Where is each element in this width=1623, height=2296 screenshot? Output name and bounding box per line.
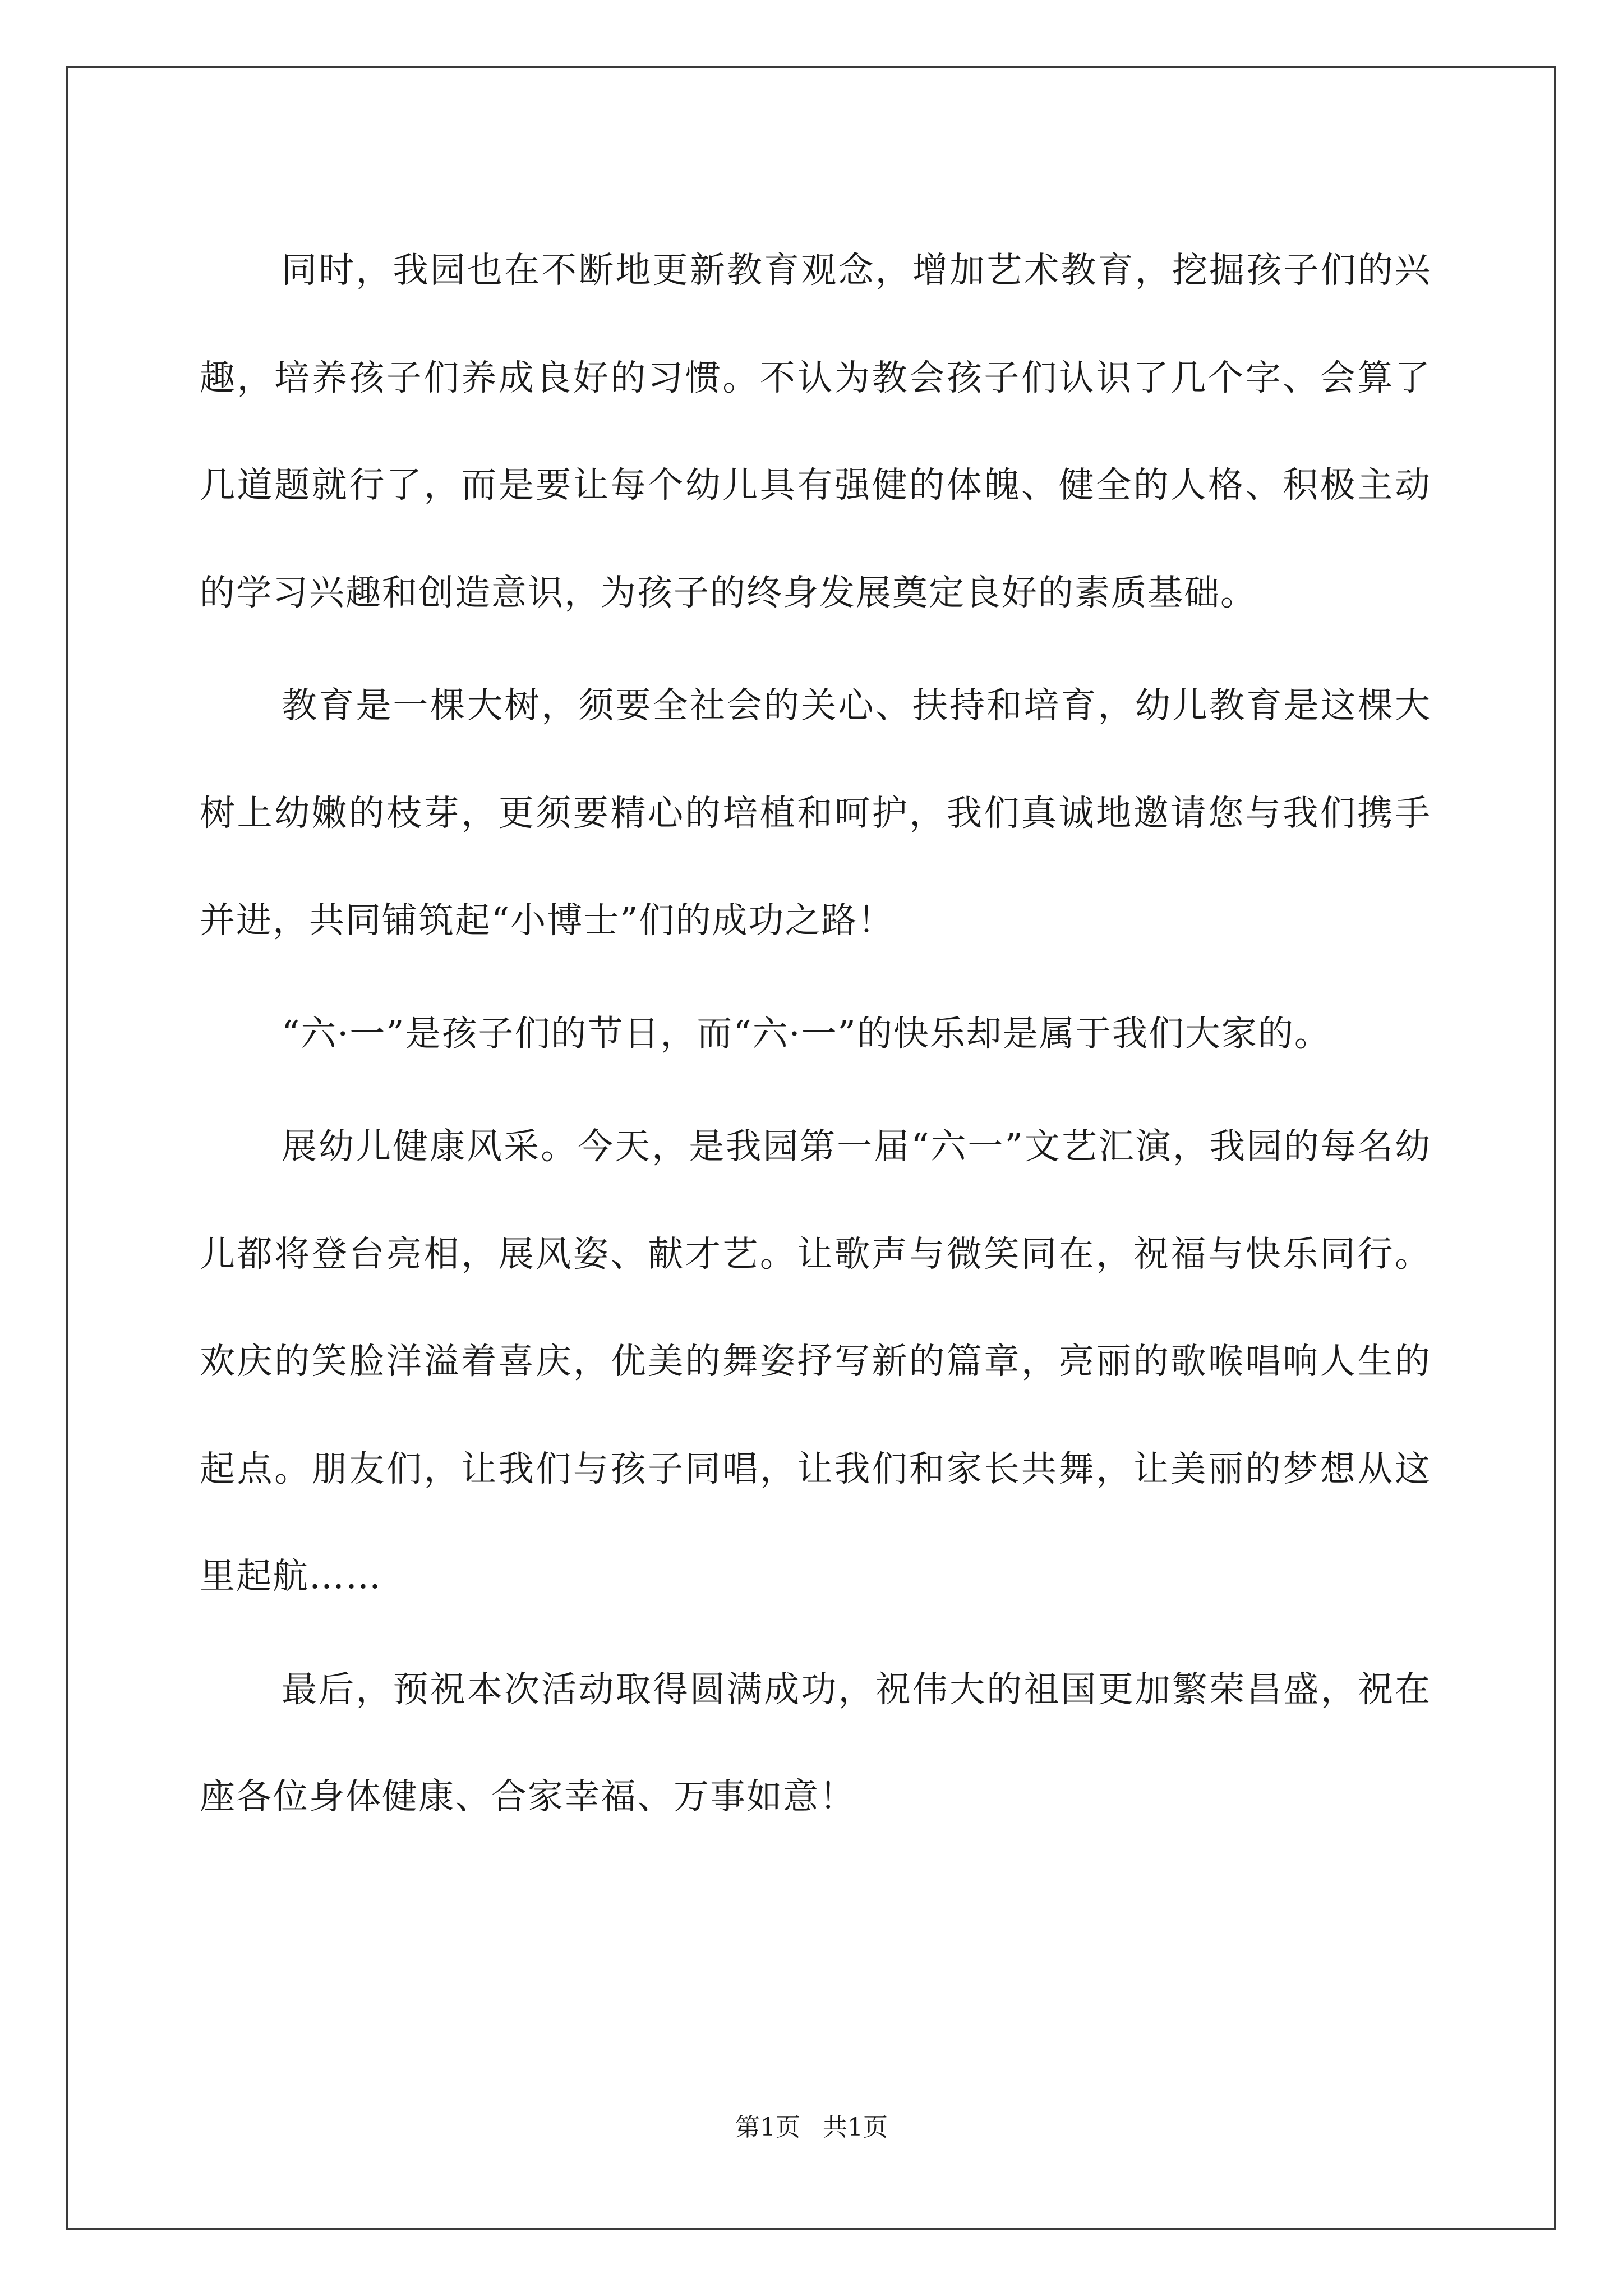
paragraph-3: “六·一”是孩子们的节日，而“六·一”的快乐却是属于我们大家的。 <box>282 1013 1331 1054</box>
page-total: 共1页 <box>823 2113 888 2142</box>
page-number: 第1页 <box>735 2113 800 2142</box>
paragraph-2: 教育是一棵大树，须要全社会的关心、扶持和培育，幼儿教育是这棵大树上幼嫩的枝芽，更须要精心的培植和呵护，我们真诚地邀请您与我们携手并进，共同铺筑起“小博士”们的成功之路！ <box>200 685 1431 941</box>
paragraph-1: 同时，我园也在不断地更新教育观念，增加艺术教育，挖掘孩子们的兴趣，培养孩子们养成良好的习惯。不认为教会孩子们认识了几个字、会算了几道题就行了，而是要让每个幼儿具有强健的体魄、健全的人格、积极主动的学习兴趣和创造意识，为孩子的终身发展奠定良好的素质基础。 <box>200 250 1431 613</box>
page-footer <box>0 2111 1623 2145</box>
document-body <box>200 217 1431 1856</box>
paragraph-5: 最后，预祝本次活动取得圆满成功，祝伟大的祖国更加繁荣昌盛，祝在座各位身体健康、合家幸福、万事如意！ <box>200 1668 1431 1817</box>
paragraph-4: 展幼儿健康风采。今天，是我园第一届“六一”文艺汇演，我园的每名幼儿都将登台亮相，展风姿、献才艺。让歌声与微笑同在，祝福与快乐同行。欢庆的笑脸洋溢着喜庆，优美的舞姿抒写新的篇章，亮丽的歌喉唱响人生的起点。朋友们，让我们与孩子同唱，让我们和家长共舞，让美丽的梦想从这里起航…… <box>200 1126 1431 1596</box>
